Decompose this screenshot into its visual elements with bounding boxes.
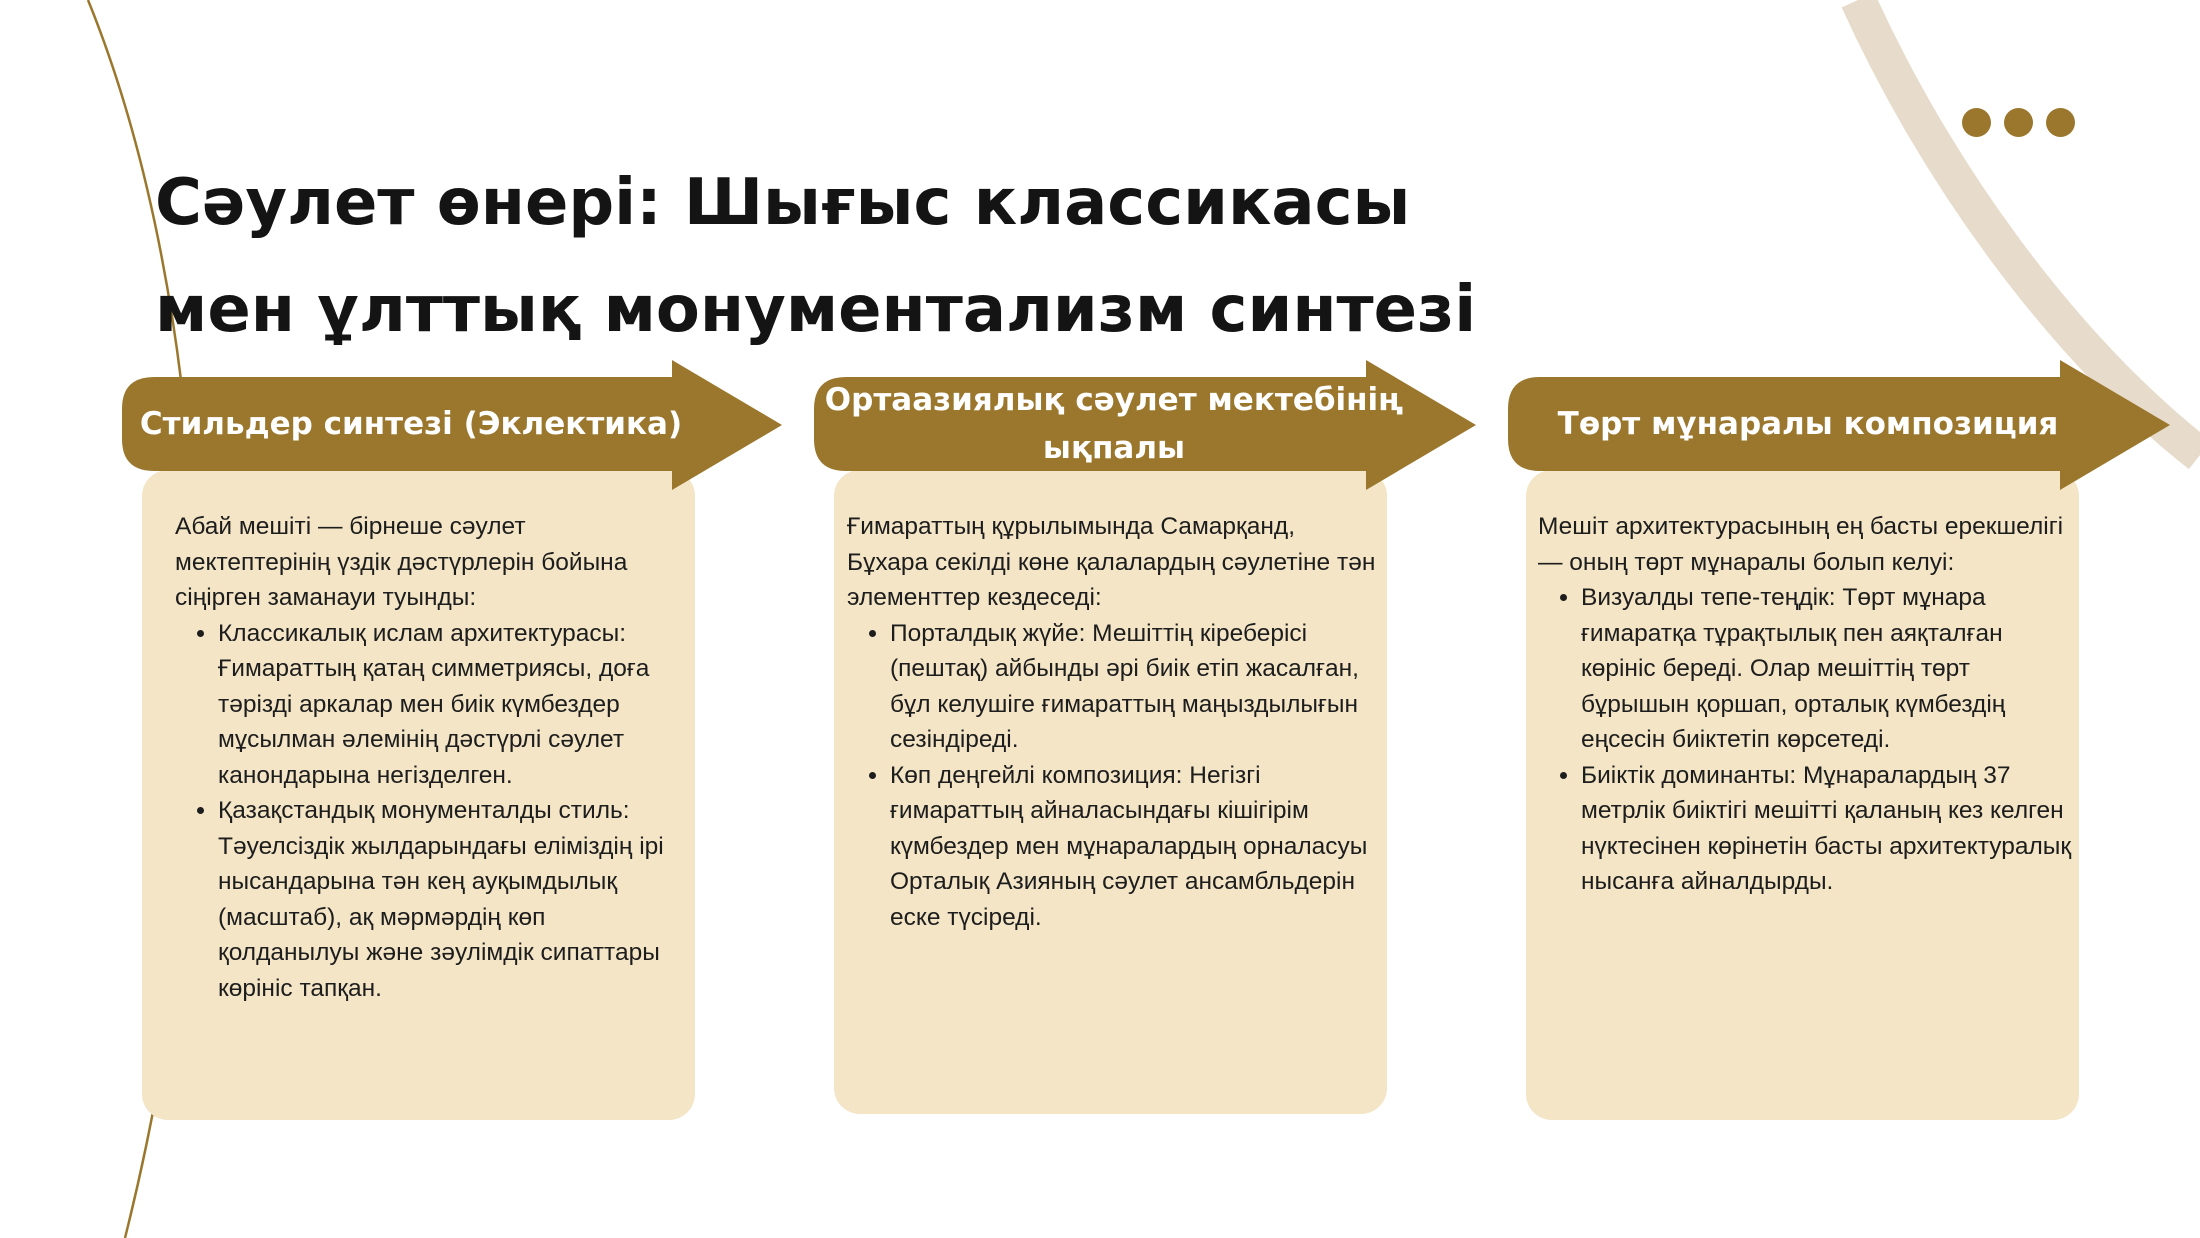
card-body [847, 509, 1382, 935]
dot-icon [2046, 108, 2075, 137]
section-heading: Стильдер синтезі (Эклектика) [139, 406, 683, 442]
section-heading: Төрт мұнаралы композиция [1557, 406, 2059, 442]
list-item: • Порталдық жүйе: Мешіттің кіреберісі (пештақ) айбынды әрі биік етіп жасалған, бұл келушіге ғимараттың маңыздылығын сезіндіреді. [890, 616, 1382, 758]
arrow-banner-style-synthesis [122, 360, 782, 490]
section-heading: Ортаазиялық сәулет мектебінің ықпалы [824, 382, 1404, 466]
card-body [175, 509, 680, 1006]
arrow-banner-four-minarets [1508, 360, 2170, 490]
arrow-banner-central-asian-influence [814, 360, 1476, 490]
bullet-list [847, 616, 1382, 936]
more-options-dots [1962, 108, 2075, 137]
list-item: • Көп деңгейлі композиция: Негізгі ғимараттың айналасындағы кішігірім күмбездер мен мұнаралардың орналасуы Орталық Азияның сәулет ансамбльдерін еске түсіреді. [890, 758, 1382, 936]
bullet-list [175, 616, 680, 1007]
card-intro: Мешіт архитектурасының ең басты ерекшелігі — оның төрт мұнаралы болып келуі: [1538, 513, 2064, 576]
page-title [155, 150, 1655, 364]
list-item: • Визуалды тепе-теңдік: Төрт мұнара ғимаратқа тұрақтылық пен аяқталған көрініс береді. Олар мешіттің төрт бұрышын қоршап, орталық күмбездің еңсесін биіктетіп көрсетеді. [1581, 580, 2073, 758]
card-body [1538, 509, 2073, 900]
dot-icon [2004, 108, 2033, 137]
list-item: • Қазақстандық монументалды стиль: Тәуелсіздік жылдарындағы еліміздің ірі нысандарына тән кең ауқымдылық (масштаб), ақ мәрмәрдің көп қолданылуы және зәулімдік сипаттары көрініс тапқан. [218, 793, 680, 1006]
bullet-list [1538, 580, 2073, 900]
list-item: • Биіктік доминанты: Мұнаралардың 37 метрлік биіктігі мешітті қаланың кез келген нүктесінен көрінетін басты архитектуралық нысанға айналдырды. [1581, 758, 2073, 900]
title-line-1: Сәулет өнері: Шығыс классикасы [155, 166, 1411, 240]
title-line-2: мен ұлттық монументализм синтезі [155, 273, 1477, 347]
dot-icon [1962, 108, 1991, 137]
card-intro: Абай мешіті — бірнеше сәулет мектептерінің үздік дәстүрлерін бойына сіңірген заманауи туынды: [175, 513, 628, 611]
card-intro: Ғимараттың құрылымында Самарқанд, Бұхара секілді көне қалалардың сәулетіне тән элементтер кездеседі: [847, 513, 1376, 611]
list-item: • Классикалық ислам архитектурасы: Ғимараттың қатаң симметриясы, доға тәрізді аркалар мен биік күмбездер мұсылман әлемінің дәстүрлі сәулет канондарына негізделген. [218, 616, 680, 794]
